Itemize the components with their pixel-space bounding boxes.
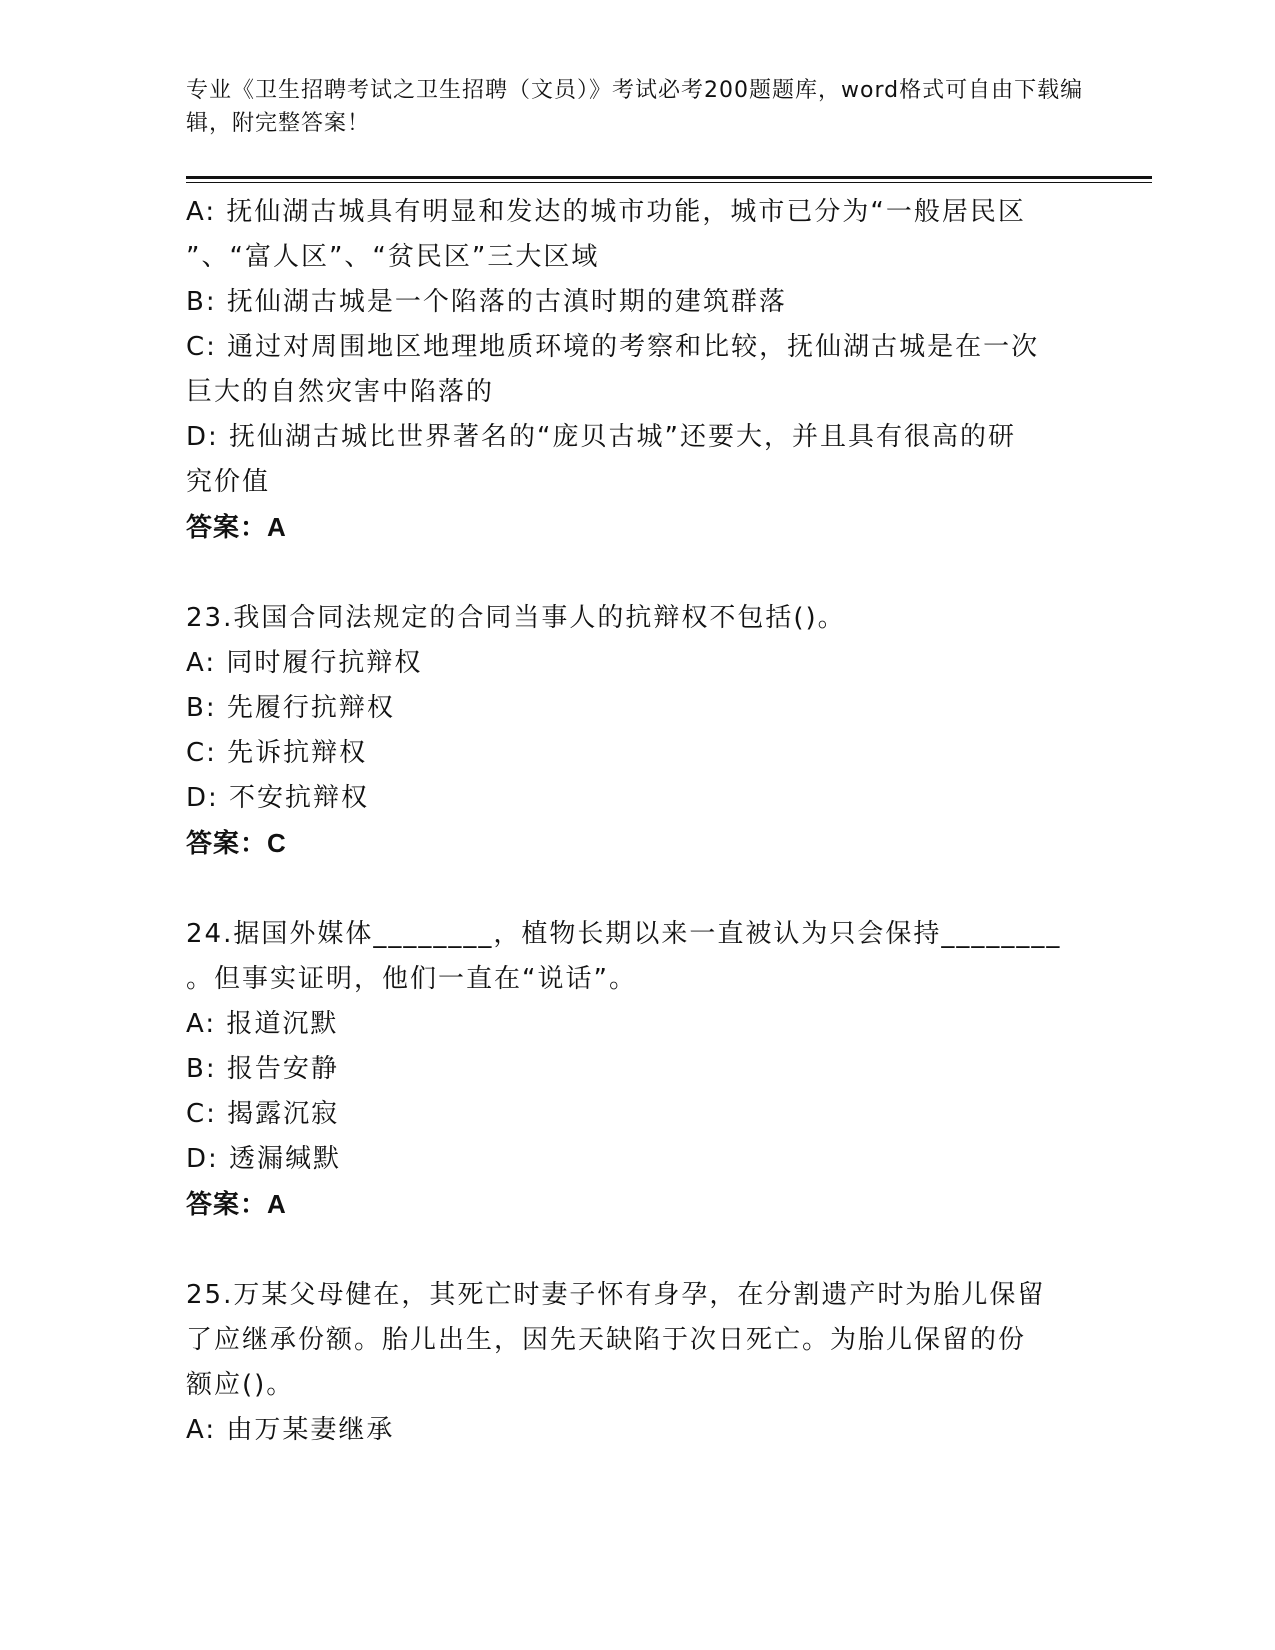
question-24-text-line-2: 。但事实证明，他们一直在“说话”。 (186, 964, 637, 994)
question-24-option-d: D: 透漏缄默 (186, 1144, 342, 1174)
question-23-option-a: A: 同时履行抗辩权 (186, 648, 423, 678)
header-divider-thin (186, 182, 1152, 183)
question-23-block (186, 596, 1086, 866)
question-23-option-d: D: 不安抗辩权 (186, 783, 370, 813)
question-22-option-c-line-2: 巨大的自然灾害中陷落的 (186, 377, 495, 407)
question-22-option-a-line-2: ”、“富人区”、“贫民区”三大区域 (186, 242, 600, 272)
spacer (186, 866, 1086, 912)
question-23-answer: 答案：C (186, 828, 287, 858)
question-25-block (186, 1273, 1086, 1453)
question-24-text-line-1: 24.据国外媒体________，植物长期以来一直被认为只会保持________ (186, 919, 1062, 949)
spacer (186, 550, 1086, 596)
question-23-option-c: C: 先诉抗辩权 (186, 738, 368, 768)
question-list (186, 190, 1086, 1453)
question-22-block (186, 190, 1086, 550)
question-22-option-d-line-2: 究价值 (186, 467, 271, 497)
question-25-option-a: A: 由万某妻继承 (186, 1415, 395, 1445)
question-23-text: 23.我国合同法规定的合同当事人的抗辩权不包括()。 (186, 603, 846, 633)
question-24-option-c: C: 揭露沉寂 (186, 1099, 340, 1129)
document-header: 专业《卫生招聘考试之卫生招聘（文员）》考试必考200题题库，word格式可自由下载编辑，附完整答案！ (186, 78, 1084, 136)
question-24-block (186, 912, 1086, 1227)
question-24-option-b: B: 报告安静 (186, 1054, 339, 1084)
question-25-text-line-3: 额应()。 (186, 1370, 295, 1400)
question-22-option-d-line-1: D: 抚仙湖古城比世界著名的“庞贝古城”还要大，并且具有很高的研 (186, 422, 1016, 452)
question-24-option-a: A: 报道沉默 (186, 1009, 339, 1039)
spacer (186, 1227, 1086, 1273)
question-22-option-c-line-1: C: 通过对周围地区地理地质环境的考察和比较，抚仙湖古城是在一次 (186, 332, 1040, 362)
question-25-text-line-2: 了应继承份额。胎儿出生，因先天缺陷于次日死亡。为胎儿保留的份 (186, 1325, 1027, 1355)
question-24-answer: 答案：A (186, 1189, 287, 1219)
header-divider-thick (186, 176, 1152, 179)
question-22-answer: 答案：A (186, 512, 287, 542)
question-25-text-line-1: 25.万某父母健在，其死亡时妻子怀有身孕，在分割遗产时为胎儿保留 (186, 1280, 1046, 1310)
question-23-option-b: B: 先履行抗辩权 (186, 693, 395, 723)
question-22-option-a-line-1: A: 抚仙湖古城具有明显和发达的城市功能，城市已分为“一般居民区 (186, 197, 1026, 227)
question-22-option-b: B: 抚仙湖古城是一个陷落的古滇时期的建筑群落 (186, 287, 787, 317)
